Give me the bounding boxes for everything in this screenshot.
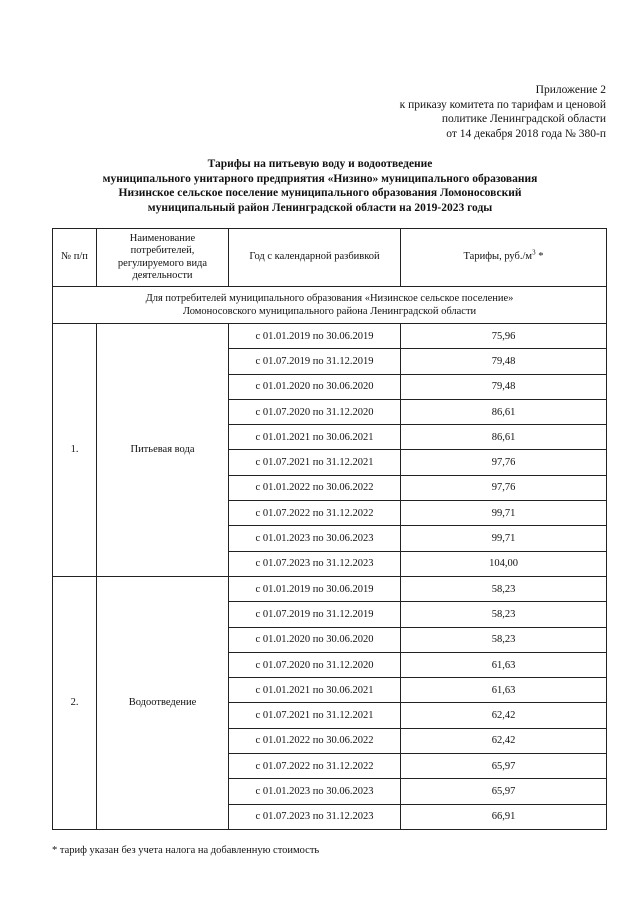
period-cell: с 01.01.2022 по 30.06.2022 — [229, 728, 401, 753]
tariff-value-cell: 79,48 — [401, 349, 607, 374]
appendix-line: от 14 декабря 2018 года № 380-п — [446, 127, 606, 140]
appendix-line: политике Ленинградской области — [441, 113, 606, 125]
tariff-value-cell: 97,76 — [401, 475, 607, 500]
period-cell: с 01.07.2020 по 31.12.2020 — [229, 399, 401, 424]
period-cell: с 01.01.2020 по 30.06.2020 — [229, 627, 401, 652]
appendix-reference — [306, 83, 606, 141]
tariff-value-cell: 79,48 — [401, 374, 607, 399]
tariff-value-cell: 61,63 — [401, 652, 607, 677]
row-number: 1. — [53, 324, 97, 577]
tariff-value-cell: 99,71 — [401, 526, 607, 551]
tariff-value-cell: 61,63 — [401, 678, 607, 703]
header-tariff-sup: 3 — [532, 248, 536, 257]
period-cell: с 01.01.2022 по 30.06.2022 — [229, 475, 401, 500]
period-cell: с 01.01.2020 по 30.06.2020 — [229, 374, 401, 399]
header-tariff — [401, 229, 607, 287]
section-caption — [53, 287, 607, 324]
title-line: муниципального унитарного предприятия «Низино» муниципального образования — [102, 172, 538, 185]
section-line: Для потребителей муниципального образования «Низинское сельское поселение» — [145, 293, 514, 304]
appendix-line: Приложение 2 — [535, 84, 606, 96]
tariff-table — [52, 228, 607, 830]
tariff-value-cell: 65,97 — [401, 779, 607, 804]
period-cell: с 01.07.2023 по 31.12.2023 — [229, 804, 401, 829]
tariff-value-cell: 62,42 — [401, 728, 607, 753]
tariff-value-cell: 104,00 — [401, 551, 607, 576]
tariff-value-cell: 65,97 — [401, 754, 607, 779]
period-cell: с 01.07.2021 по 31.12.2021 — [229, 703, 401, 728]
period-cell: с 01.01.2021 по 30.06.2021 — [229, 425, 401, 450]
period-cell: с 01.01.2019 по 30.06.2019 — [229, 324, 401, 349]
section-line: Ломоносовского муниципального района Ленинградской области — [182, 306, 477, 317]
table-row — [53, 576, 607, 601]
service-name: Питьевая вода — [97, 324, 229, 577]
tariff-value-cell: 58,23 — [401, 602, 607, 627]
period-cell: с 01.07.2019 по 31.12.2019 — [229, 349, 401, 374]
period-cell: с 01.07.2020 по 31.12.2020 — [229, 652, 401, 677]
title-line: Низинское сельское поселение муниципального образования Ломоносовский — [118, 187, 522, 199]
tariff-value-cell: 97,76 — [401, 450, 607, 475]
header-tariff-mark: * — [535, 251, 544, 263]
service-name: Водоотведение — [97, 576, 229, 829]
period-cell: с 01.01.2021 по 30.06.2021 — [229, 678, 401, 703]
period-cell: с 01.07.2021 по 31.12.2021 — [229, 450, 401, 475]
table-header-row — [53, 229, 607, 287]
tariff-value-cell: 86,61 — [401, 399, 607, 424]
header-num: № п/п — [53, 229, 97, 287]
header-name: Наименование потребителей, регулируемого вида деятельности — [97, 229, 229, 287]
title-line: муниципальный район Ленинградской области на 2019-2023 годы — [147, 201, 493, 214]
period-cell: с 01.01.2023 по 30.06.2023 — [229, 526, 401, 551]
header-period: Год с календарной разбивкой — [229, 229, 401, 287]
tariff-value-cell: 66,91 — [401, 804, 607, 829]
header-tariff-unit: Тарифы, руб./м — [463, 251, 533, 263]
document-title — [40, 157, 600, 215]
footnote: * тариф указан без учета налога на добавленную стоимость — [52, 845, 320, 856]
table-row — [53, 324, 607, 349]
tariff-value-cell: 99,71 — [401, 501, 607, 526]
period-cell: с 01.07.2022 по 31.12.2022 — [229, 754, 401, 779]
period-cell: с 01.01.2019 по 30.06.2019 — [229, 576, 401, 601]
period-cell: с 01.01.2023 по 30.06.2023 — [229, 779, 401, 804]
tariff-value-cell: 58,23 — [401, 576, 607, 601]
period-cell: с 01.07.2019 по 31.12.2019 — [229, 602, 401, 627]
row-number: 2. — [53, 576, 97, 829]
period-cell: с 01.07.2022 по 31.12.2022 — [229, 501, 401, 526]
period-cell: с 01.07.2023 по 31.12.2023 — [229, 551, 401, 576]
tariff-value-cell: 62,42 — [401, 703, 607, 728]
tariff-value-cell: 58,23 — [401, 627, 607, 652]
tariff-value-cell: 75,96 — [401, 324, 607, 349]
title-line: Тарифы на питьевую воду и водоотведение — [207, 158, 433, 170]
appendix-line: к приказу комитета по тарифам и ценовой — [399, 98, 606, 111]
tariff-value-cell: 86,61 — [401, 425, 607, 450]
section-row — [53, 287, 607, 324]
